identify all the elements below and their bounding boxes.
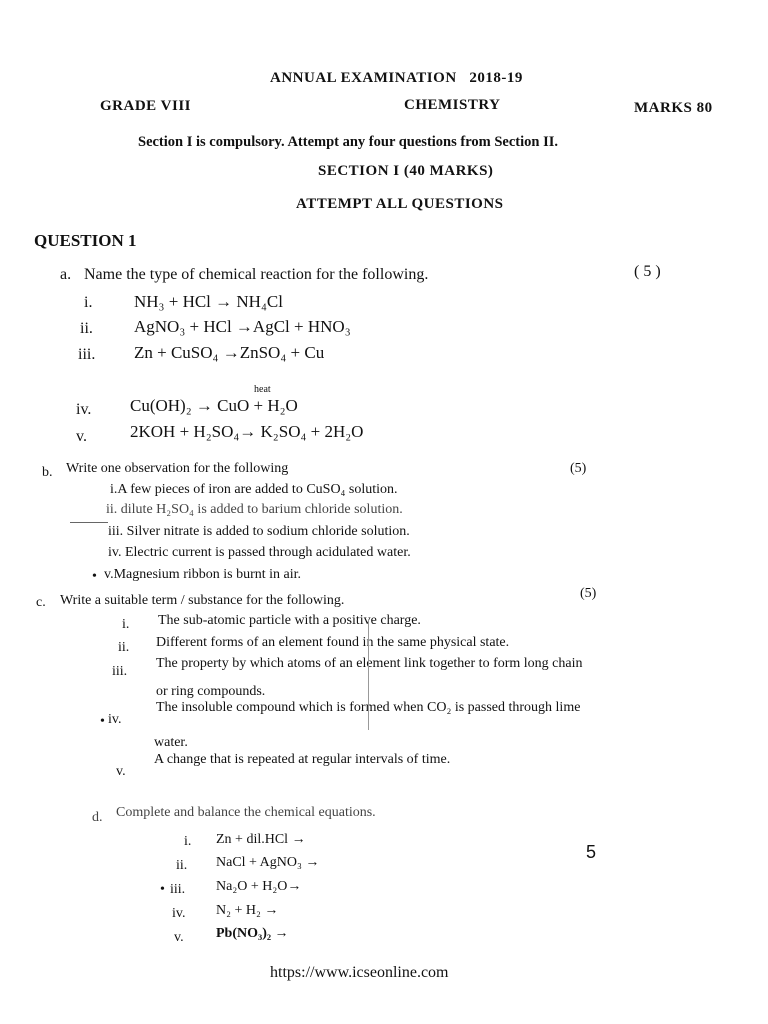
- part-d-item: Na₂O + H₂O→: [216, 879, 302, 894]
- part-d-item-num: v.: [174, 930, 184, 945]
- grade-label: GRADE VIII: [100, 98, 191, 114]
- exam-title-text: ANNUAL EXAMINATION: [270, 70, 457, 86]
- part-d-item-num: iii.: [170, 882, 186, 897]
- part-d-item-num: iv.: [172, 906, 186, 921]
- part-a-item-num: v.: [76, 428, 87, 445]
- instruction: Section I is compulsory. Attempt any four questions from Section II.: [138, 134, 558, 150]
- stray-line: [70, 522, 108, 523]
- exam-year: 2018-19: [469, 70, 523, 86]
- section-title: SECTION I (40 MARKS): [318, 163, 494, 179]
- marks-label: MARKS 80: [634, 100, 713, 116]
- part-b-item: iv. Electric current is passed through acidulated water.: [108, 545, 411, 560]
- part-a-equation: AgNO₃ + HCl →AgCl + HNO₃: [134, 317, 351, 336]
- part-d-item: Pb(NO₃)₂ →: [216, 926, 289, 941]
- part-b-prompt: Write one observation for the following: [66, 461, 289, 476]
- part-c-item-num: iv.: [108, 712, 122, 727]
- part-d-item: N₂ + H₂ →: [216, 903, 279, 918]
- part-d-prompt: Complete and balance the chemical equations.: [116, 805, 376, 820]
- bullet-mark: •: [92, 569, 97, 584]
- part-c-item: The property by which atoms of an element link together to form long chain: [156, 656, 583, 671]
- part-a-marks: ( 5 ): [634, 263, 661, 280]
- part-c-marks: (5): [580, 586, 597, 601]
- part-c-label: c.: [36, 595, 46, 610]
- part-c-item: water.: [154, 735, 188, 750]
- part-d-item: Zn + dil.HCl →: [216, 832, 306, 847]
- part-b-label: b.: [42, 465, 53, 480]
- part-a-item-num: ii.: [80, 320, 93, 337]
- part-a-equation: Zn + CuSO₄ →ZnSO₄ + Cu: [134, 343, 325, 362]
- part-c-prompt: Write a suitable term / substance for the following.: [60, 593, 345, 608]
- part-b-item: ii. dilute H₂SO₄ is added to barium chloride solution.: [106, 502, 403, 517]
- part-a-item-num: iv.: [76, 401, 92, 418]
- part-d-label: d.: [92, 810, 103, 825]
- part-a-prompt: Name the type of chemical reaction for the following.: [84, 266, 429, 283]
- bullet-mark: •: [100, 714, 105, 729]
- attempt-all: ATTEMPT ALL QUESTIONS: [296, 196, 504, 212]
- part-c-item-num: iii.: [112, 664, 128, 679]
- part-a-equation: NH₃ + HCl → NH₄Cl: [134, 292, 283, 311]
- part-d-item-num: i.: [184, 834, 192, 849]
- part-a-equation: 2KOH + H₂SO₄→ K₂SO₄ + 2H₂O: [130, 422, 364, 441]
- part-b-item: v.Magnesium ribbon is burnt in air.: [104, 567, 302, 582]
- question-title: QUESTION 1: [34, 231, 137, 250]
- part-c-item: Different forms of an element found in the same physical state.: [156, 635, 510, 650]
- part-b-marks: (5): [570, 461, 587, 476]
- exam-title: [270, 70, 523, 87]
- part-b-item: iii. Silver nitrate is added to sodium chloride solution.: [108, 524, 410, 539]
- part-c-item-num: i.: [122, 617, 130, 632]
- part-a-label: a.: [60, 266, 72, 283]
- heat-label: heat: [254, 384, 271, 395]
- part-c-item: The insoluble compound which is formed when CO₂ is passed through lime: [156, 700, 581, 715]
- part-c-item: The sub-atomic particle with a positive charge.: [158, 613, 421, 628]
- bullet-mark: •: [160, 882, 165, 897]
- subject-label: CHEMISTRY: [404, 97, 501, 113]
- fold-line: [368, 620, 369, 730]
- part-c-item: or ring compounds.: [156, 684, 266, 699]
- part-d-item-num: ii.: [176, 858, 188, 873]
- part-c-item: A change that is repeated at regular intervals of time.: [154, 752, 451, 767]
- part-a-equation: Cu(OH)₂ → CuO + H₂O: [130, 396, 298, 415]
- part-d-marks: 5: [586, 842, 597, 862]
- part-c-item-num: ii.: [118, 640, 130, 655]
- part-d-item: NaCl + AgNO₃ →: [216, 855, 320, 870]
- footer-url: https://www.icseonline.com: [270, 964, 449, 981]
- part-a-item-num: iii.: [78, 346, 96, 363]
- part-c-item-num: v.: [116, 764, 126, 779]
- part-a-item-num: i.: [84, 294, 93, 311]
- part-b-item: i.A few pieces of iron are added to CuSO₄ solution.: [110, 482, 398, 497]
